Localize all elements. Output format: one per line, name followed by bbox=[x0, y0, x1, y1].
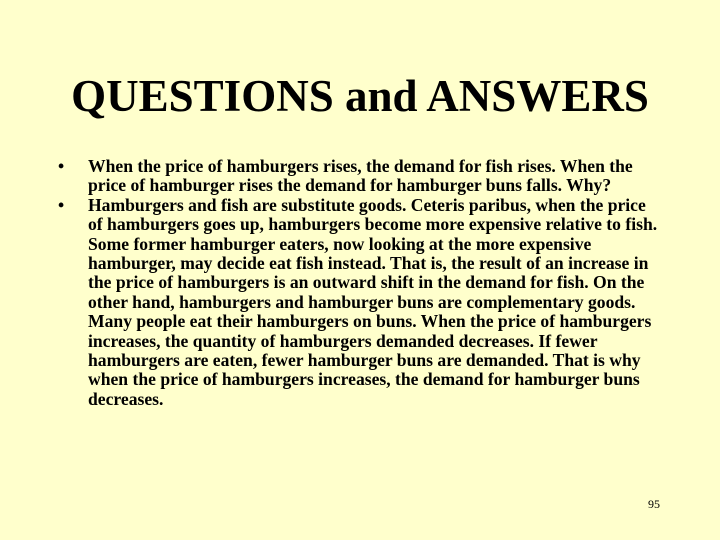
bullet-answer bbox=[58, 196, 664, 409]
bullet-marker: • bbox=[58, 194, 65, 215]
bullet-text-question: When the price of hamburgers rises, the demand for fish rises. When the price of hamburger rises the demand for hamburger buns falls. Why? bbox=[88, 156, 633, 196]
bullet-text-answer: Hamburgers and fish are substitute goods. Ceteris paribus, when the price of hamburgers goes up, hamburgers become more expensive relative to fish. Some former hamburger eaters, now looking at the more expensive hamburger, may decide eat fish instead. That is, the result of an increase in the price of hamburgers is an outward shift in the demand for fish. On the other hand, hamburgers and hamburger buns are complementary goods. Many people eat their hamburgers on buns. When the price of hamburgers increases, the quantity of hamburgers demanded decreases. If fewer hamburgers are eaten, fewer hamburger buns are demanded. That is why when the price of hamburgers increases, the demand for hamburger buns decreases. bbox=[88, 194, 658, 409]
bullet-list bbox=[58, 157, 664, 409]
bullet-marker: • bbox=[58, 156, 65, 176]
bullet-question bbox=[58, 157, 664, 196]
slide-title: QUESTIONS and ANSWERS bbox=[71, 71, 649, 121]
page-number: 95 bbox=[648, 497, 660, 511]
